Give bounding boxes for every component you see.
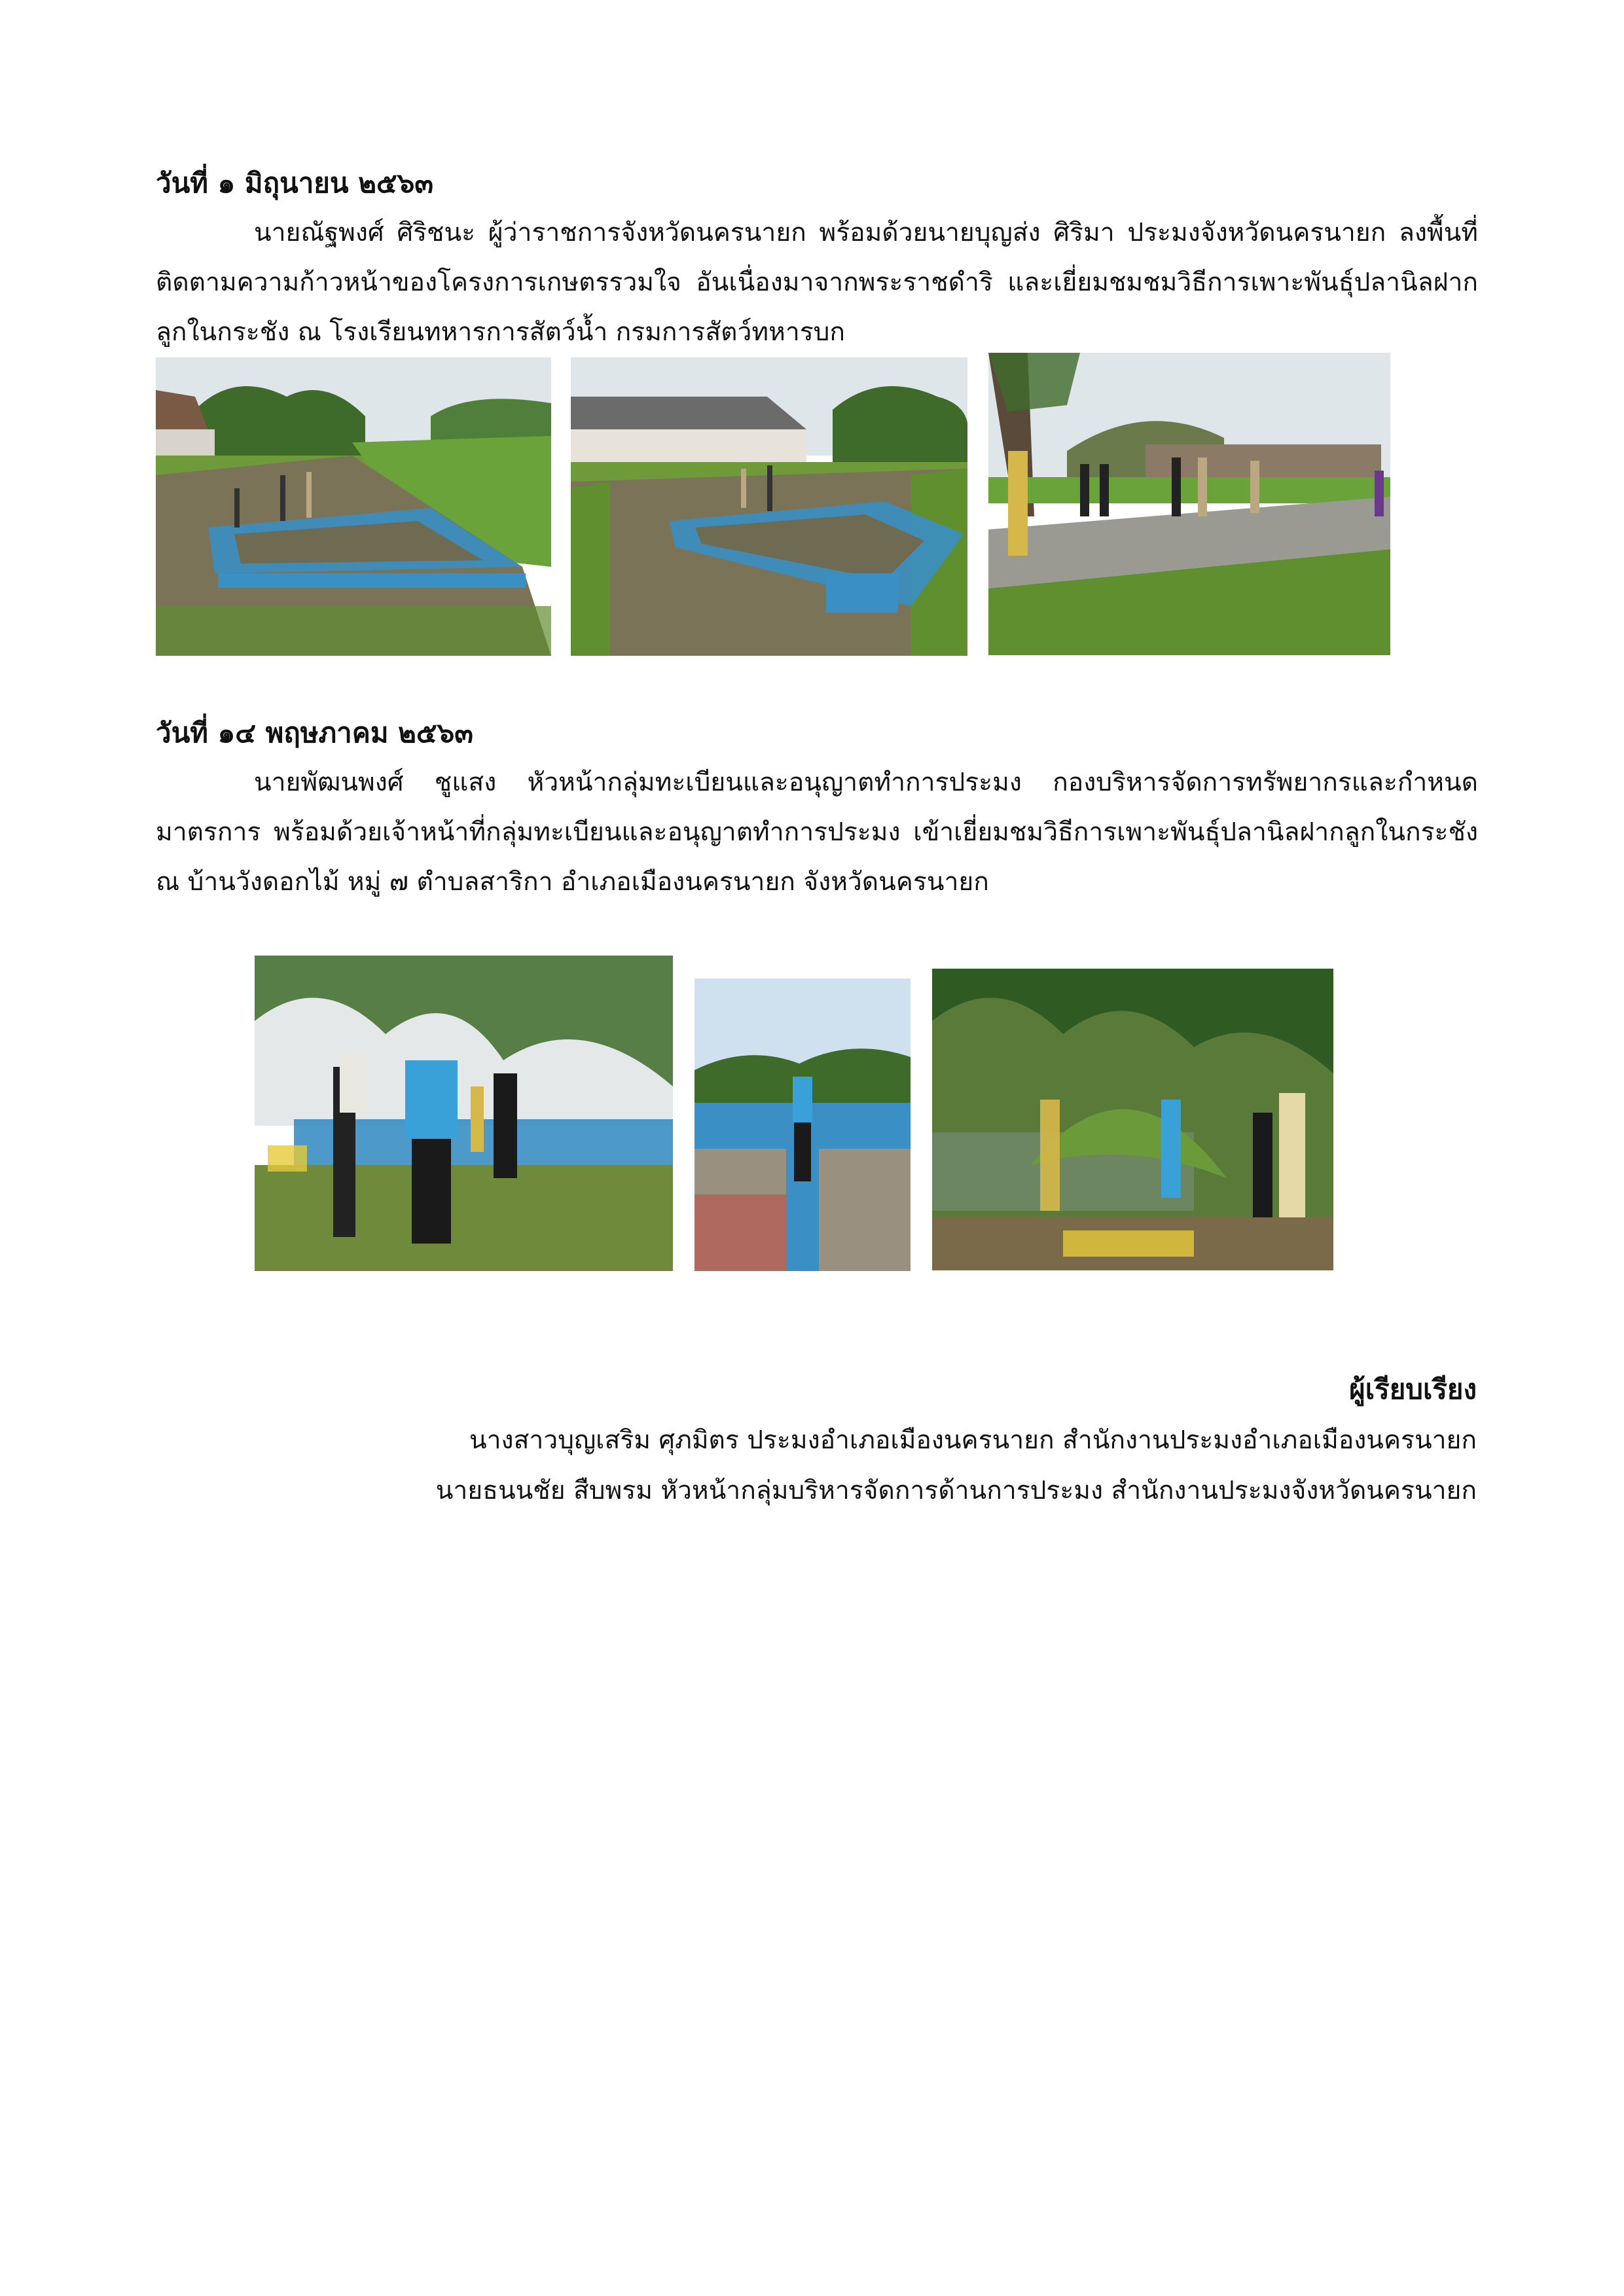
photo-fish-cages-pond-1 bbox=[156, 357, 551, 656]
photo-officials-under-coconut-tree bbox=[255, 956, 673, 1271]
section1-date-heading: วันที่ ๑ มิถุนายน ๒๕๖๓ bbox=[156, 167, 434, 199]
photo-inspecting-coconut-seedling bbox=[932, 969, 1333, 1270]
section2-date-heading: วันที่ ๑๔ พฤษภาคม ๒๕๖๓ bbox=[156, 717, 473, 749]
photo-officials-on-road bbox=[988, 353, 1390, 655]
section2-paragraph: นายพัฒนพงศ์ ชูแสง หัวหน้ากลุ่มทะเบียนและอนุญาตทำการประมง กองบริหารจัดการทรัพยากรและกำหนดมาตรการ พร้อมด้วยเจ้าหน้าที่กลุ่มทะเบียนและอนุญาตทำการประมง เข้าเยี่ยมชมวิธีการเพาะพันธุ์ปลานิลฝากลูกในกระชัง ณ บ้านวังดอกไม้ หมู่ ๗ ตำบลสาริกา อำเภอเมืองนครนายก จังหวัดนครนายก bbox=[156, 768, 1478, 897]
photo-official-walking-on-cage bbox=[695, 978, 911, 1271]
compiler-line-2: นายธนนชัย สืบพรม หัวหน้ากลุ่มบริหารจัดการด้านการประมง สำนักงานประมงจังหวัดนครนายก bbox=[435, 1476, 1477, 1505]
photo-fish-cages-pond-2 bbox=[571, 357, 967, 656]
section1-paragraph: นายณัฐพงศ์ ศิริชนะ ผู้ว่าราชการจังหวัดนครนายก พร้อมด้วยนายบุญส่ง ศิริมา ประมงจังหวัดนครนายก ลงพื้นที่ติดตามความก้าวหน้าของโครงการเกษตรรวมใจ อันเนื่องมาจากพระราชดำริ และเยี่ยมชมชมวิธีการเพาะพันธุ์ปลานิลฝากลูกในกระชัง ณ โรงเรียนทหารการสัตว์น้ำ กรมการสัตว์ทหารบก bbox=[156, 218, 1478, 347]
compiler-title: ผู้เรียบเรียง bbox=[1349, 1373, 1477, 1405]
compiler-line-1: นางสาวบุญเสริม ศุภมิตร ประมงอำเภอเมืองนครนายก สำนักงานประมงอำเภอเมืองนครนายก bbox=[469, 1426, 1477, 1455]
